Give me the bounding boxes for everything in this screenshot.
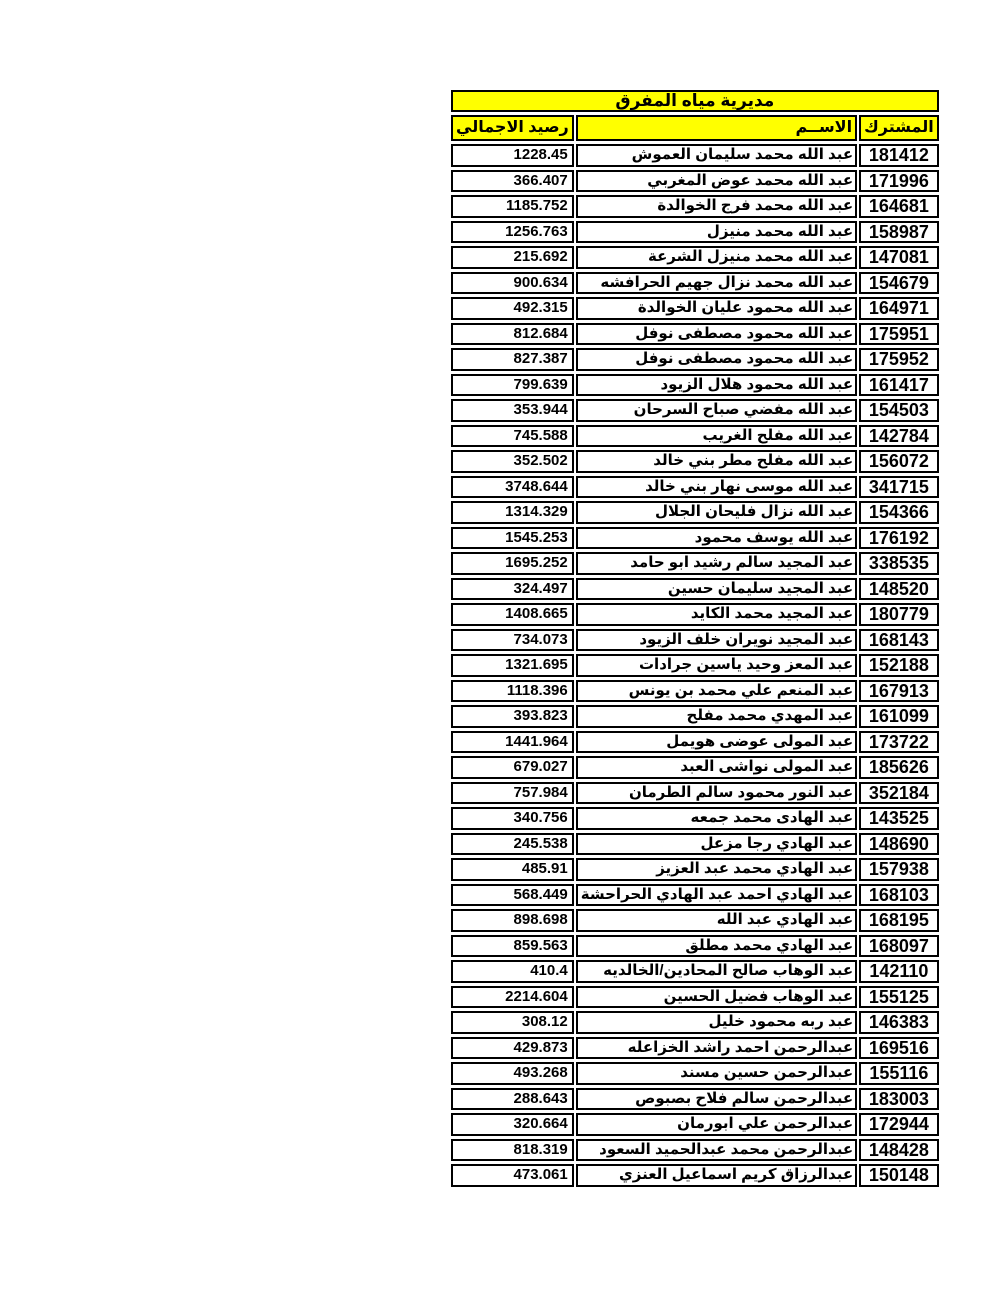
subscriber-cell: 173722 <box>859 731 939 754</box>
table-row <box>451 1088 939 1111</box>
name-cell: عبد الهادي محمد مطلق <box>576 935 857 958</box>
subscriber-cell: 175952 <box>859 348 939 371</box>
balance-cell: 1314.329 <box>451 501 574 524</box>
name-cell: عبد الهادي عبد الله <box>576 909 857 932</box>
name-cell: عبد الله محمد عوض المغربي <box>576 170 857 193</box>
balance-cell: 215.692 <box>451 246 574 269</box>
table-row <box>451 476 939 499</box>
name-cell: عبد الوهاب صالح المحادين/الخالديه <box>576 960 857 983</box>
balance-cell: 320.664 <box>451 1113 574 1136</box>
table-row <box>451 680 939 703</box>
table-row <box>451 960 939 983</box>
subscriber-cell: 176192 <box>859 527 939 550</box>
subscriber-cell: 183003 <box>859 1088 939 1111</box>
name-cell: عبد الله محمود عليان الخوالدة <box>576 297 857 320</box>
column-header-balance: رصيد الاجمالي <box>451 115 574 141</box>
subscriber-cell: 338535 <box>859 552 939 575</box>
balance-cell: 353.944 <box>451 399 574 422</box>
table-row <box>451 144 939 167</box>
name-cell: عبدالرحمن سالم فلاح بصبوص <box>576 1088 857 1111</box>
balance-cell: 473.061 <box>451 1164 574 1187</box>
balance-cell: 1408.665 <box>451 603 574 626</box>
name-cell: عبد الله مفضي صباح السرحان <box>576 399 857 422</box>
name-cell: عبد الله محمد منيزل <box>576 221 857 244</box>
name-cell: عبد الله محمد فرج الخوالدة <box>576 195 857 218</box>
name-cell: عبد المجيد نويران خلف الزيود <box>576 629 857 652</box>
balance-cell: 493.268 <box>451 1062 574 1085</box>
name-cell: عبد النور محمود سالم الطرمان <box>576 782 857 805</box>
subscriber-cell: 169516 <box>859 1037 939 1060</box>
column-header-name: الاســم <box>576 115 857 141</box>
table-row <box>451 527 939 550</box>
table-row <box>451 1011 939 1034</box>
table-row <box>451 705 939 728</box>
subscriber-cell: 154366 <box>859 501 939 524</box>
name-cell: عبد المهدي محمد مفلح <box>576 705 857 728</box>
table-row <box>451 552 939 575</box>
name-cell: عبد الله محمد نزال جهيم الحرافشه <box>576 272 857 295</box>
balance-cell: 1228.45 <box>451 144 574 167</box>
balance-cell: 1321.695 <box>451 654 574 677</box>
balance-cell: 2214.604 <box>451 986 574 1009</box>
subscriber-cell: 175951 <box>859 323 939 346</box>
balance-cell: 245.538 <box>451 833 574 856</box>
table-row <box>451 297 939 320</box>
balance-cell: 827.387 <box>451 348 574 371</box>
balance-cell: 393.823 <box>451 705 574 728</box>
subscriber-cell: 161099 <box>859 705 939 728</box>
subscriber-cell: 167913 <box>859 680 939 703</box>
subscriber-cell: 146383 <box>859 1011 939 1034</box>
balance-cell: 366.407 <box>451 170 574 193</box>
name-cell: عبد الله يوسف محمود <box>576 527 857 550</box>
balance-cell: 1118.396 <box>451 680 574 703</box>
name-cell: عبد المجيد سليمان حسين <box>576 578 857 601</box>
table-row <box>451 1062 939 1085</box>
balance-cell: 485.91 <box>451 858 574 881</box>
balance-cell: 492.315 <box>451 297 574 320</box>
name-cell: عبد المنعم علي محمد بن يونس <box>576 680 857 703</box>
balance-cell: 679.027 <box>451 756 574 779</box>
subscriber-cell: 154679 <box>859 272 939 295</box>
name-cell: عبد الهادي محمد عبد العزيز <box>576 858 857 881</box>
subscriber-cell: 164971 <box>859 297 939 320</box>
balance-cell: 568.449 <box>451 884 574 907</box>
table-row <box>451 425 939 448</box>
table-row <box>451 272 939 295</box>
balance-cell: 812.684 <box>451 323 574 346</box>
name-cell: عبد الله محمود مصطفى نوفل <box>576 348 857 371</box>
subscriber-cell: 180779 <box>859 603 939 626</box>
table-row <box>451 731 939 754</box>
column-header-subscriber: المشترك <box>859 115 939 141</box>
table-title-row <box>451 90 939 112</box>
table-row <box>451 374 939 397</box>
table-row <box>451 399 939 422</box>
subscriber-cell: 185626 <box>859 756 939 779</box>
balance-cell: 745.588 <box>451 425 574 448</box>
name-cell: عبدالرزاق كريم اسماعيل العنزي <box>576 1164 857 1187</box>
table-row <box>451 501 939 524</box>
table-row <box>451 195 939 218</box>
subscriber-cell: 155116 <box>859 1062 939 1085</box>
name-cell: عبد الهادي احمد عبد الهادي الحراحشة <box>576 884 857 907</box>
balance-cell: 1545.253 <box>451 527 574 550</box>
name-cell: عبد الله مفلح مطر بني خالد <box>576 450 857 473</box>
subscriber-cell: 142110 <box>859 960 939 983</box>
name-cell: عبد الله محمود مصطفى نوفل <box>576 323 857 346</box>
subscriber-cell: 150148 <box>859 1164 939 1187</box>
subscribers-balance-table <box>449 87 941 1190</box>
balance-cell: 1185.752 <box>451 195 574 218</box>
table-row <box>451 221 939 244</box>
balance-cell: 818.319 <box>451 1139 574 1162</box>
balance-cell: 799.639 <box>451 374 574 397</box>
balance-cell: 734.073 <box>451 629 574 652</box>
name-cell: عبد المجيد سالم رشيد ابو حامد <box>576 552 857 575</box>
name-cell: عبد المولى عوضى هويمل <box>576 731 857 754</box>
name-cell: عبد الهادى محمد جمعه <box>576 807 857 830</box>
subscriber-cell: 168103 <box>859 884 939 907</box>
table-row <box>451 782 939 805</box>
balance-cell: 288.643 <box>451 1088 574 1111</box>
subscriber-cell: 161417 <box>859 374 939 397</box>
name-cell: عبد المجيد محمد الكايد <box>576 603 857 626</box>
table-row <box>451 1113 939 1136</box>
name-cell: عبد الله محمد سليمان العموش <box>576 144 857 167</box>
name-cell: عبد الله موسى نهار بني خالد <box>576 476 857 499</box>
name-cell: عبدالرحمن محمد عبدالحميد السعود <box>576 1139 857 1162</box>
subscriber-cell: 168143 <box>859 629 939 652</box>
subscriber-cell: 172944 <box>859 1113 939 1136</box>
name-cell: عبد الله مفلح الغريب <box>576 425 857 448</box>
subscriber-cell: 168097 <box>859 935 939 958</box>
water-directorate-table-container <box>449 87 941 1190</box>
subscriber-cell: 154503 <box>859 399 939 422</box>
balance-cell: 898.698 <box>451 909 574 932</box>
subscriber-cell: 352184 <box>859 782 939 805</box>
table-row <box>451 654 939 677</box>
table-row <box>451 986 939 1009</box>
subscriber-cell: 168195 <box>859 909 939 932</box>
table-row <box>451 603 939 626</box>
table-row <box>451 909 939 932</box>
name-cell: عبد الهادي رجا مزعل <box>576 833 857 856</box>
subscriber-cell: 143525 <box>859 807 939 830</box>
name-cell: عبد المعز وحيد ياسين جرادات <box>576 654 857 677</box>
table-row <box>451 1164 939 1187</box>
table-row <box>451 1037 939 1060</box>
table-row <box>451 348 939 371</box>
subscriber-cell: 155125 <box>859 986 939 1009</box>
balance-cell: 429.873 <box>451 1037 574 1060</box>
name-cell: عبد الله نزال فليحان الجلال <box>576 501 857 524</box>
subscriber-cell: 341715 <box>859 476 939 499</box>
table-row <box>451 246 939 269</box>
table-row <box>451 884 939 907</box>
table-row <box>451 450 939 473</box>
balance-cell: 900.634 <box>451 272 574 295</box>
subscriber-cell: 157938 <box>859 858 939 881</box>
subscriber-cell: 156072 <box>859 450 939 473</box>
table-row <box>451 756 939 779</box>
subscriber-cell: 148690 <box>859 833 939 856</box>
table-row <box>451 323 939 346</box>
balance-cell: 859.563 <box>451 935 574 958</box>
balance-cell: 340.756 <box>451 807 574 830</box>
table-header-row <box>451 115 939 141</box>
subscriber-cell: 181412 <box>859 144 939 167</box>
name-cell: عبد المولى نواشى العبد <box>576 756 857 779</box>
name-cell: عبدالرحمن علي ابورمان <box>576 1113 857 1136</box>
table-row <box>451 858 939 881</box>
balance-cell: 1256.763 <box>451 221 574 244</box>
name-cell: عبد الوهاب فضيل الحسين <box>576 986 857 1009</box>
subscriber-cell: 148428 <box>859 1139 939 1162</box>
table-body <box>451 144 939 1187</box>
name-cell: عبدالرحمن احمد راشد الخزاعله <box>576 1037 857 1060</box>
subscriber-cell: 158987 <box>859 221 939 244</box>
name-cell: عبد ربه محمود خليل <box>576 1011 857 1034</box>
table-row <box>451 629 939 652</box>
subscriber-cell: 152188 <box>859 654 939 677</box>
subscriber-cell: 171996 <box>859 170 939 193</box>
subscriber-cell: 148520 <box>859 578 939 601</box>
balance-cell: 3748.644 <box>451 476 574 499</box>
name-cell: عبد الله محمود هلال الزيود <box>576 374 857 397</box>
table-title: مديرية مياه المفرق <box>451 90 939 112</box>
table-row <box>451 578 939 601</box>
name-cell: عبد الله محمد منيزل الشرعة <box>576 246 857 269</box>
subscriber-cell: 147081 <box>859 246 939 269</box>
balance-cell: 308.12 <box>451 1011 574 1034</box>
subscriber-cell: 142784 <box>859 425 939 448</box>
balance-cell: 410.4 <box>451 960 574 983</box>
balance-cell: 757.984 <box>451 782 574 805</box>
table-row <box>451 1139 939 1162</box>
balance-cell: 324.497 <box>451 578 574 601</box>
subscriber-cell: 164681 <box>859 195 939 218</box>
table-row <box>451 807 939 830</box>
table-row <box>451 935 939 958</box>
balance-cell: 1695.252 <box>451 552 574 575</box>
name-cell: عبدالرحمن حسين مسند <box>576 1062 857 1085</box>
balance-cell: 352.502 <box>451 450 574 473</box>
balance-cell: 1441.964 <box>451 731 574 754</box>
table-row <box>451 170 939 193</box>
table-row <box>451 833 939 856</box>
